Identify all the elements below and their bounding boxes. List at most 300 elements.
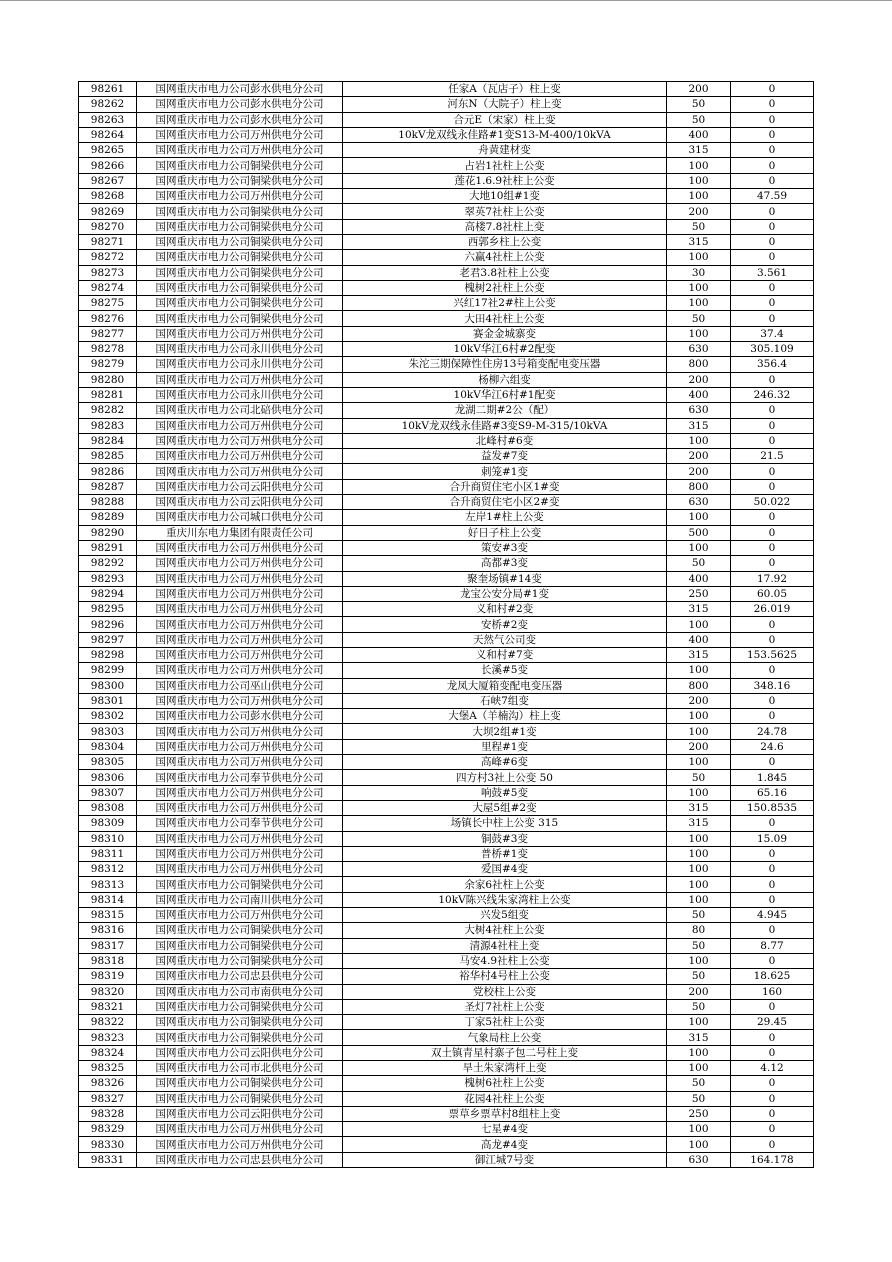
company-cell: 国网重庆市电力公司万州供电分公司 <box>137 785 343 800</box>
transformer-name-cell: 石峡7组变 <box>343 693 667 708</box>
load-cell: 0 <box>731 1106 814 1121</box>
company-cell: 国网重庆市电力公司巫山供电分公司 <box>137 678 343 693</box>
transformer-name-cell: 里程#1变 <box>343 739 667 754</box>
row-id-cell: 98268 <box>79 189 137 204</box>
table-row <box>79 127 814 142</box>
company-cell: 国网重庆市电力公司万州供电分公司 <box>137 433 343 448</box>
capacity-cell: 100 <box>667 755 731 770</box>
company-cell: 国网重庆市电力公司铜梁供电分公司 <box>137 234 343 249</box>
row-id-cell: 98312 <box>79 862 137 877</box>
row-id-cell: 98306 <box>79 770 137 785</box>
transformer-name-cell: 天然气公司变 <box>343 632 667 647</box>
transformer-name-cell: 策安#3变 <box>343 540 667 555</box>
capacity-cell: 630 <box>667 495 731 510</box>
capacity-cell: 400 <box>667 571 731 586</box>
capacity-cell: 200 <box>667 984 731 999</box>
company-cell: 国网重庆市电力公司奉节供电分公司 <box>137 816 343 831</box>
table-row <box>79 923 814 938</box>
transformer-name-cell: 10kV龙双线永佳路#1变S13-M-400/10kVA <box>343 127 667 142</box>
transformer-table <box>78 81 814 1168</box>
load-cell: 4.945 <box>731 908 814 923</box>
company-cell: 国网重庆市电力公司万州供电分公司 <box>137 831 343 846</box>
row-id-cell: 98313 <box>79 877 137 892</box>
company-cell: 国网重庆市电力公司北碚供电分公司 <box>137 403 343 418</box>
row-id-cell: 98267 <box>79 173 137 188</box>
transformer-name-cell: 翠英7社柱上公变 <box>343 204 667 219</box>
transformer-name-cell: 御江城7号变 <box>343 1152 667 1167</box>
load-cell: 356.4 <box>731 357 814 372</box>
transformer-name-cell: 槐树6社柱上公变 <box>343 1076 667 1091</box>
row-id-cell: 98295 <box>79 602 137 617</box>
row-id-cell: 98322 <box>79 1015 137 1030</box>
row-id-cell: 98270 <box>79 219 137 234</box>
capacity-cell: 100 <box>667 250 731 265</box>
row-id-cell: 98293 <box>79 571 137 586</box>
row-id-cell: 98321 <box>79 999 137 1014</box>
load-cell: 0 <box>731 219 814 234</box>
load-cell: 0 <box>731 510 814 525</box>
transformer-name-cell: 圣灯7社柱上公变 <box>343 999 667 1014</box>
capacity-cell: 50 <box>667 969 731 984</box>
capacity-cell: 100 <box>667 877 731 892</box>
load-cell: 0 <box>731 372 814 387</box>
load-cell: 24.78 <box>731 724 814 739</box>
table-row <box>79 663 814 678</box>
transformer-name-cell: 旱土朱家湾杆上变 <box>343 1061 667 1076</box>
transformer-name-cell: 六赢4社柱上公变 <box>343 250 667 265</box>
transformer-name-cell: 普桥#1变 <box>343 846 667 861</box>
table-row <box>79 800 814 815</box>
load-cell: 0 <box>731 127 814 142</box>
transformer-name-cell: 双土镇青星村寨子包二号柱上变 <box>343 1045 667 1060</box>
load-cell: 8.77 <box>731 938 814 953</box>
table-row <box>79 647 814 662</box>
company-cell: 国网重庆市电力公司市南供电分公司 <box>137 984 343 999</box>
table-row <box>79 280 814 295</box>
row-id-cell: 98308 <box>79 800 137 815</box>
row-id-cell: 98328 <box>79 1106 137 1121</box>
load-cell: 0 <box>731 112 814 127</box>
company-cell: 国网重庆市电力公司铜梁供电分公司 <box>137 173 343 188</box>
transformer-name-cell: 高都#3变 <box>343 556 667 571</box>
company-cell: 国网重庆市电力公司永川供电分公司 <box>137 357 343 372</box>
row-id-cell: 98318 <box>79 953 137 968</box>
capacity-cell: 100 <box>667 1015 731 1030</box>
table-row <box>79 342 814 357</box>
table-row <box>79 953 814 968</box>
transformer-name-cell: 兴红17社2#柱上公变 <box>343 296 667 311</box>
table-row <box>79 755 814 770</box>
company-cell: 国网重庆市电力公司万州供电分公司 <box>137 372 343 387</box>
row-id-cell: 98275 <box>79 296 137 311</box>
table-row <box>79 1061 814 1076</box>
load-cell: 0 <box>731 82 814 97</box>
transformer-name-cell: 合元E（宋家）柱上变 <box>343 112 667 127</box>
table-row <box>79 739 814 754</box>
transformer-name-cell: 10kV龙双线永佳路#3变S9-M-315/10kVA <box>343 418 667 433</box>
transformer-name-cell: 河东N（大院子）柱上变 <box>343 97 667 112</box>
table-row <box>79 173 814 188</box>
transformer-name-cell: 合升商贸住宅小区1#变 <box>343 479 667 494</box>
load-cell: 0 <box>731 877 814 892</box>
table-row <box>79 403 814 418</box>
transformer-name-cell: 西郭乡柱上公变 <box>343 234 667 249</box>
table-row <box>79 938 814 953</box>
company-cell: 国网重庆市电力公司云阳供电分公司 <box>137 479 343 494</box>
capacity-cell: 630 <box>667 403 731 418</box>
load-cell: 60.05 <box>731 586 814 601</box>
capacity-cell: 50 <box>667 999 731 1014</box>
row-id-cell: 98303 <box>79 724 137 739</box>
load-cell: 0 <box>731 846 814 861</box>
capacity-cell: 200 <box>667 449 731 464</box>
transformer-name-cell: 任家A（瓦店子）柱上变 <box>343 82 667 97</box>
table-row <box>79 999 814 1014</box>
row-id-cell: 98263 <box>79 112 137 127</box>
row-id-cell: 98280 <box>79 372 137 387</box>
row-id-cell: 98269 <box>79 204 137 219</box>
table-row <box>79 433 814 448</box>
company-cell: 国网重庆市电力公司万州供电分公司 <box>137 326 343 341</box>
transformer-name-cell: 10kV陈兴线朱家湾柱上公变 <box>343 892 667 907</box>
capacity-cell: 100 <box>667 831 731 846</box>
transformer-name-cell: 大树4社柱上公变 <box>343 923 667 938</box>
capacity-cell: 50 <box>667 1091 731 1106</box>
load-cell: 160 <box>731 984 814 999</box>
capacity-cell: 315 <box>667 143 731 158</box>
capacity-cell: 315 <box>667 1030 731 1045</box>
transformer-name-cell: 爱国#4变 <box>343 862 667 877</box>
load-cell: 0 <box>731 464 814 479</box>
transformer-name-cell: 响鼓#5变 <box>343 785 667 800</box>
load-cell: 0 <box>731 204 814 219</box>
company-cell: 国网重庆市电力公司铜梁供电分公司 <box>137 1091 343 1106</box>
load-cell: 0 <box>731 663 814 678</box>
transformer-name-cell: 马安4.9社柱上公变 <box>343 953 667 968</box>
capacity-cell: 100 <box>667 1122 731 1137</box>
load-cell: 0 <box>731 403 814 418</box>
company-cell: 国网重庆市电力公司万州供电分公司 <box>137 449 343 464</box>
transformer-name-cell: 龙湖二期#2公（配） <box>343 403 667 418</box>
load-cell: 21.5 <box>731 449 814 464</box>
company-cell: 国网重庆市电力公司万州供电分公司 <box>137 464 343 479</box>
load-cell: 0 <box>731 1137 814 1152</box>
table-row <box>79 510 814 525</box>
row-id-cell: 98298 <box>79 647 137 662</box>
load-cell: 0 <box>731 158 814 173</box>
capacity-cell: 200 <box>667 739 731 754</box>
row-id-cell: 98281 <box>79 387 137 402</box>
row-id-cell: 98302 <box>79 709 137 724</box>
capacity-cell: 50 <box>667 770 731 785</box>
transformer-name-cell: 安桥#2变 <box>343 617 667 632</box>
row-id-cell: 98271 <box>79 234 137 249</box>
company-cell: 国网重庆市电力公司铜梁供电分公司 <box>137 953 343 968</box>
table-row <box>79 862 814 877</box>
load-cell: 0 <box>731 632 814 647</box>
load-cell: 0 <box>731 311 814 326</box>
table-row <box>79 785 814 800</box>
transformer-name-cell: 高龙#4变 <box>343 1137 667 1152</box>
load-cell: 0 <box>731 1122 814 1137</box>
row-id-cell: 98309 <box>79 816 137 831</box>
row-id-cell: 98331 <box>79 1152 137 1167</box>
capacity-cell: 315 <box>667 800 731 815</box>
company-cell: 国网重庆市电力公司万州供电分公司 <box>137 1122 343 1137</box>
load-cell: 0 <box>731 556 814 571</box>
row-id-cell: 98290 <box>79 525 137 540</box>
table-row <box>79 158 814 173</box>
row-id-cell: 98282 <box>79 403 137 418</box>
load-cell: 0 <box>731 234 814 249</box>
capacity-cell: 315 <box>667 816 731 831</box>
company-cell: 国网重庆市电力公司铜梁供电分公司 <box>137 1015 343 1030</box>
transformer-name-cell: 好日子柱上公变 <box>343 525 667 540</box>
load-cell: 0 <box>731 617 814 632</box>
table-row <box>79 234 814 249</box>
row-id-cell: 98305 <box>79 755 137 770</box>
company-cell: 国网重庆市电力公司铜梁供电分公司 <box>137 1076 343 1091</box>
capacity-cell: 200 <box>667 372 731 387</box>
table-body <box>79 82 814 1168</box>
transformer-name-cell: 气象局柱上公变 <box>343 1030 667 1045</box>
table-row <box>79 250 814 265</box>
load-cell: 0 <box>731 143 814 158</box>
row-id-cell: 98319 <box>79 969 137 984</box>
company-cell: 国网重庆市电力公司彭水供电分公司 <box>137 112 343 127</box>
company-cell: 国网重庆市电力公司万州供电分公司 <box>137 189 343 204</box>
transformer-name-cell: 占岩1社柱上公变 <box>343 158 667 173</box>
table-row <box>79 387 814 402</box>
row-id-cell: 98327 <box>79 1091 137 1106</box>
page-top-rule <box>0 0 892 1</box>
transformer-name-cell: 裕华村4号柱上公变 <box>343 969 667 984</box>
capacity-cell: 100 <box>667 280 731 295</box>
capacity-cell: 800 <box>667 479 731 494</box>
company-cell: 国网重庆市电力公司万州供电分公司 <box>137 663 343 678</box>
company-cell: 国网重庆市电力公司万州供电分公司 <box>137 862 343 877</box>
row-id-cell: 98287 <box>79 479 137 494</box>
company-cell: 国网重庆市电力公司彭水供电分公司 <box>137 709 343 724</box>
transformer-name-cell: 党校柱上公变 <box>343 984 667 999</box>
transformer-name-cell: 合升商贸住宅小区2#变 <box>343 495 667 510</box>
load-cell: 0 <box>731 709 814 724</box>
transformer-name-cell: 10kV华江6村#2配变 <box>343 342 667 357</box>
capacity-cell: 100 <box>667 540 731 555</box>
transformer-name-cell: 大堡A（羊楠沟）柱上变 <box>343 709 667 724</box>
row-id-cell: 98285 <box>79 449 137 464</box>
capacity-cell: 100 <box>667 1045 731 1060</box>
transformer-name-cell: 七星#4变 <box>343 1122 667 1137</box>
capacity-cell: 100 <box>667 724 731 739</box>
company-cell: 国网重庆市电力公司万州供电分公司 <box>137 556 343 571</box>
capacity-cell: 50 <box>667 219 731 234</box>
load-cell: 0 <box>731 1045 814 1060</box>
table-row <box>79 82 814 97</box>
capacity-cell: 80 <box>667 923 731 938</box>
company-cell: 国网重庆市电力公司万州供电分公司 <box>137 1137 343 1152</box>
company-cell: 国网重庆市电力公司万州供电分公司 <box>137 571 343 586</box>
load-cell: 18.625 <box>731 969 814 984</box>
capacity-cell: 100 <box>667 617 731 632</box>
transformer-name-cell: 刺笼#1变 <box>343 464 667 479</box>
load-cell: 0 <box>731 296 814 311</box>
row-id-cell: 98310 <box>79 831 137 846</box>
load-cell: 0 <box>731 816 814 831</box>
company-cell: 国网重庆市电力公司铜梁供电分公司 <box>137 1030 343 1045</box>
transformer-name-cell: 清源4社柱上变 <box>343 938 667 953</box>
capacity-cell: 50 <box>667 1076 731 1091</box>
company-cell: 国网重庆市电力公司万州供电分公司 <box>137 540 343 555</box>
row-id-cell: 98286 <box>79 464 137 479</box>
row-id-cell: 98316 <box>79 923 137 938</box>
row-id-cell: 98307 <box>79 785 137 800</box>
row-id-cell: 98266 <box>79 158 137 173</box>
company-cell: 国网重庆市电力公司云阳供电分公司 <box>137 1106 343 1121</box>
row-id-cell: 98297 <box>79 632 137 647</box>
table-row <box>79 372 814 387</box>
company-cell: 国网重庆市电力公司云阳供电分公司 <box>137 495 343 510</box>
company-cell: 国网重庆市电力公司铜梁供电分公司 <box>137 280 343 295</box>
row-id-cell: 98296 <box>79 617 137 632</box>
row-id-cell: 98311 <box>79 846 137 861</box>
table-row <box>79 97 814 112</box>
capacity-cell: 315 <box>667 647 731 662</box>
table-row <box>79 877 814 892</box>
transformer-name-cell: 益发#7变 <box>343 449 667 464</box>
capacity-cell: 800 <box>667 357 731 372</box>
transformer-name-cell: 朱沱三期保障性住房13号箱变配电变压器 <box>343 357 667 372</box>
capacity-cell: 400 <box>667 387 731 402</box>
company-cell: 国网重庆市电力公司铜梁供电分公司 <box>137 938 343 953</box>
row-id-cell: 98330 <box>79 1137 137 1152</box>
table-row <box>79 112 814 127</box>
company-cell: 国网重庆市电力公司南川供电分公司 <box>137 892 343 907</box>
transformer-name-cell: 大坝2组#1变 <box>343 724 667 739</box>
table-row <box>79 632 814 647</box>
company-cell: 国网重庆市电力公司铜梁供电分公司 <box>137 311 343 326</box>
row-id-cell: 98284 <box>79 433 137 448</box>
company-cell: 国网重庆市电力公司万州供电分公司 <box>137 693 343 708</box>
table-row <box>79 1106 814 1121</box>
capacity-cell: 630 <box>667 342 731 357</box>
company-cell: 国网重庆市电力公司铜梁供电分公司 <box>137 877 343 892</box>
capacity-cell: 500 <box>667 525 731 540</box>
transformer-name-cell: 大地10组#1变 <box>343 189 667 204</box>
company-cell: 国网重庆市电力公司彭水供电分公司 <box>137 82 343 97</box>
row-id-cell: 98315 <box>79 908 137 923</box>
company-cell: 国网重庆市电力公司万州供电分公司 <box>137 800 343 815</box>
table-row <box>79 693 814 708</box>
table-row <box>79 204 814 219</box>
company-cell: 国网重庆市电力公司云阳供电分公司 <box>137 1045 343 1060</box>
table-row <box>79 219 814 234</box>
table-row <box>79 143 814 158</box>
table-row <box>79 525 814 540</box>
row-id-cell: 98292 <box>79 556 137 571</box>
transformer-name-cell: 聚奎场镇#14变 <box>343 571 667 586</box>
transformer-name-cell: 龙凤大厦箱变配电变压器 <box>343 678 667 693</box>
table-row <box>79 586 814 601</box>
company-cell: 国网重庆市电力公司永川供电分公司 <box>137 387 343 402</box>
table-row <box>79 479 814 494</box>
load-cell: 26.019 <box>731 602 814 617</box>
load-cell: 0 <box>731 999 814 1014</box>
capacity-cell: 200 <box>667 693 731 708</box>
capacity-cell: 100 <box>667 1137 731 1152</box>
company-cell: 重庆川东电力集团有限责任公司 <box>137 525 343 540</box>
table-row <box>79 1152 814 1167</box>
company-cell: 国网重庆市电力公司铜梁供电分公司 <box>137 923 343 938</box>
transformer-name-cell: 舟黄建材变 <box>343 143 667 158</box>
load-cell: 0 <box>731 755 814 770</box>
load-cell: 15.09 <box>731 831 814 846</box>
capacity-cell: 250 <box>667 586 731 601</box>
capacity-cell: 100 <box>667 326 731 341</box>
capacity-cell: 100 <box>667 296 731 311</box>
table-row <box>79 602 814 617</box>
row-id-cell: 98325 <box>79 1061 137 1076</box>
transformer-name-cell: 票草乡票草村8组柱上变 <box>343 1106 667 1121</box>
row-id-cell: 98320 <box>79 984 137 999</box>
capacity-cell: 100 <box>667 892 731 907</box>
capacity-cell: 100 <box>667 1061 731 1076</box>
row-id-cell: 98326 <box>79 1076 137 1091</box>
transformer-name-cell: 左岸1#柱上公变 <box>343 510 667 525</box>
capacity-cell: 315 <box>667 602 731 617</box>
transformer-name-cell: 丁家5社柱上公变 <box>343 1015 667 1030</box>
load-cell: 153.5625 <box>731 647 814 662</box>
capacity-cell: 30 <box>667 265 731 280</box>
capacity-cell: 100 <box>667 785 731 800</box>
load-cell: 0 <box>731 540 814 555</box>
table-row <box>79 571 814 586</box>
table-row <box>79 709 814 724</box>
table-row <box>79 357 814 372</box>
transformer-name-cell: 余家6社柱上公变 <box>343 877 667 892</box>
load-cell: 305.109 <box>731 342 814 357</box>
transformer-name-cell: 槐树2社柱上公变 <box>343 280 667 295</box>
table-row <box>79 1091 814 1106</box>
row-id-cell: 98274 <box>79 280 137 295</box>
row-id-cell: 98323 <box>79 1030 137 1045</box>
transformer-name-cell: 大田4社柱上公变 <box>343 311 667 326</box>
row-id-cell: 98262 <box>79 97 137 112</box>
table-row <box>79 418 814 433</box>
row-id-cell: 98273 <box>79 265 137 280</box>
load-cell: 29.45 <box>731 1015 814 1030</box>
capacity-cell: 200 <box>667 204 731 219</box>
company-cell: 国网重庆市电力公司市北供电分公司 <box>137 1061 343 1076</box>
row-id-cell: 98288 <box>79 495 137 510</box>
transformer-name-cell: 莲花1.6.9社柱上公变 <box>343 173 667 188</box>
row-id-cell: 98261 <box>79 82 137 97</box>
row-id-cell: 98264 <box>79 127 137 142</box>
capacity-cell: 50 <box>667 556 731 571</box>
company-cell: 国网重庆市电力公司城口供电分公司 <box>137 510 343 525</box>
row-id-cell: 98291 <box>79 540 137 555</box>
table-row <box>79 969 814 984</box>
row-id-cell: 98300 <box>79 678 137 693</box>
capacity-cell: 315 <box>667 418 731 433</box>
row-id-cell: 98278 <box>79 342 137 357</box>
transformer-name-cell: 长溪#5变 <box>343 663 667 678</box>
load-cell: 0 <box>731 433 814 448</box>
company-cell: 国网重庆市电力公司万州供电分公司 <box>137 602 343 617</box>
load-cell: 348.16 <box>731 678 814 693</box>
transformer-name-cell: 北峰村#6变 <box>343 433 667 448</box>
row-id-cell: 98301 <box>79 693 137 708</box>
